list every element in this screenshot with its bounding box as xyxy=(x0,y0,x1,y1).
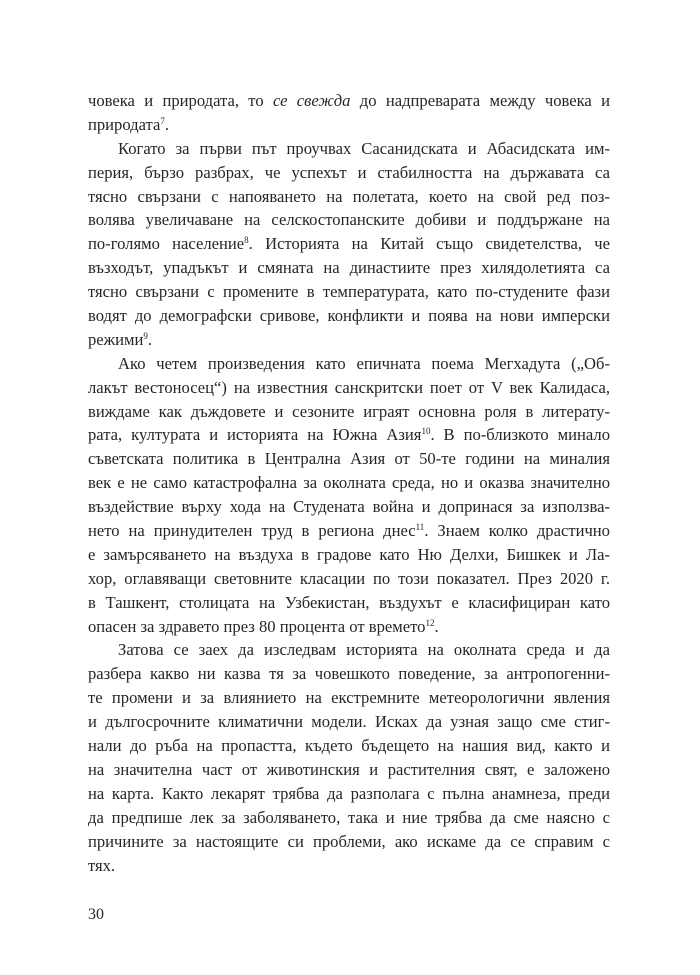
text-line: и дългосрочните климатични модели. Исках да узная защо сме стиг- xyxy=(88,712,610,732)
text-line xyxy=(88,615,610,639)
text-line: да предпише лек за заболяването, така и ние трябва да сме наясно с xyxy=(88,807,610,827)
text-line: те промени и за влиянието на екстремните метеорологични явления xyxy=(88,688,610,708)
footnote-ref: 11 xyxy=(415,522,425,533)
text-line: хор, оглавяващи световните класации по този показател. През 2020 г. xyxy=(88,568,610,588)
text-line: Когато за първи път проучвах Сасанидската и Абасидската им- xyxy=(118,138,610,158)
text-line: въздействие върху хода на Студената война и допринася за използва- xyxy=(88,497,610,517)
footnote-ref: 7 xyxy=(160,115,165,126)
paragraph-1 xyxy=(88,89,610,137)
text-run: . В по-близкото минало xyxy=(430,425,610,445)
text-line xyxy=(88,328,610,352)
text-line: водят до демографски сривове, конфликти и поява на нови имперски xyxy=(88,306,610,326)
text-line: тясно свързани с промените в температурата, като по-студените фази xyxy=(88,282,610,302)
emphasis-text: се свежда xyxy=(272,91,351,110)
text-line xyxy=(88,113,610,137)
paragraph-2 xyxy=(88,137,610,352)
text-line: тях. xyxy=(88,855,116,875)
text-line: Ако четем произведения като епичната поема Мегхадута („Об- xyxy=(118,353,610,373)
text-line xyxy=(88,519,610,543)
text-line: тясно свързани с напояването на полетата, което на свой ред поз- xyxy=(88,186,610,206)
text-line: лакът вестоносец“) на известния санскритски поет от V век Калидаса, xyxy=(88,377,610,397)
text-line: век е не само катастрофална за околната среда, но и оказва значително xyxy=(88,473,610,493)
text-line xyxy=(88,232,610,256)
text-run: природата xyxy=(88,114,161,134)
text-run: . Знаем колко драстично xyxy=(424,521,610,541)
text-line: Затова се заех да изследвам историята на околната среда и да xyxy=(118,640,610,660)
text-run: режими xyxy=(88,329,144,349)
text-line: е замърсяването на въздуха в градове като Ню Делхи, Бишкек и Ла- xyxy=(88,544,610,564)
text-line: виждаме как дъждовете и сезоните играят основна роля в литерату- xyxy=(88,401,610,421)
text-line: волява увеличаване на селскостопанските добиви и поддържане на xyxy=(88,210,610,230)
text-run: до надпреварата между човека и xyxy=(350,91,610,110)
text-line: съветската политика в Централна Азия от 50-те години на миналия xyxy=(88,449,610,469)
text-line: в Ташкент, столицата на Узбекистан, въздухът е класифициран като xyxy=(88,592,610,612)
text-line: на карта. Както лекарят трябва да разполага с пълна анамнеза, преди xyxy=(88,783,610,803)
text-line: на значителна част от животинския и растителния свят, е заложено xyxy=(88,759,610,779)
text-line: перия, бързо разбрах, че успехът и стабилността на държавата са xyxy=(88,162,610,182)
text-run: . xyxy=(147,329,153,349)
text-run: . xyxy=(164,114,170,134)
text-line: нали до ръба на пропастта, където бъдещето на нашия вид, както и xyxy=(88,736,610,756)
paragraph-4 xyxy=(88,638,610,877)
text-run: човека и природата, то xyxy=(88,91,273,110)
footnote-ref: 10 xyxy=(421,426,431,437)
text-line xyxy=(88,423,610,447)
text-run: опасен за здравето през 80 процента от времето xyxy=(88,616,426,636)
body-text xyxy=(88,89,610,877)
text-run: нето на принудителен труд в региона днес xyxy=(88,521,416,541)
text-line: разбера какво ни казва тя за човешкото поведение, за антропогенни- xyxy=(88,664,610,684)
text-line: възходът, упадъкът и смяната на династиите през хилядолетията са xyxy=(88,258,610,278)
text-run: . Историята на Китай също свидетелства, че xyxy=(248,234,610,254)
text-run: по-голямо население xyxy=(88,234,245,254)
footnote-ref: 9 xyxy=(143,330,148,341)
text-line: причините за настоящите си проблеми, ако искаме да се справим с xyxy=(88,831,610,851)
footnote-ref: 12 xyxy=(425,617,435,628)
text-run: . xyxy=(434,616,439,636)
footnote-ref: 8 xyxy=(244,235,249,246)
page-number: 30 xyxy=(88,906,104,923)
text-run: рата, културата и историята на Южна Азия xyxy=(88,425,422,445)
text-line xyxy=(88,89,610,113)
paragraph-3 xyxy=(88,352,610,639)
